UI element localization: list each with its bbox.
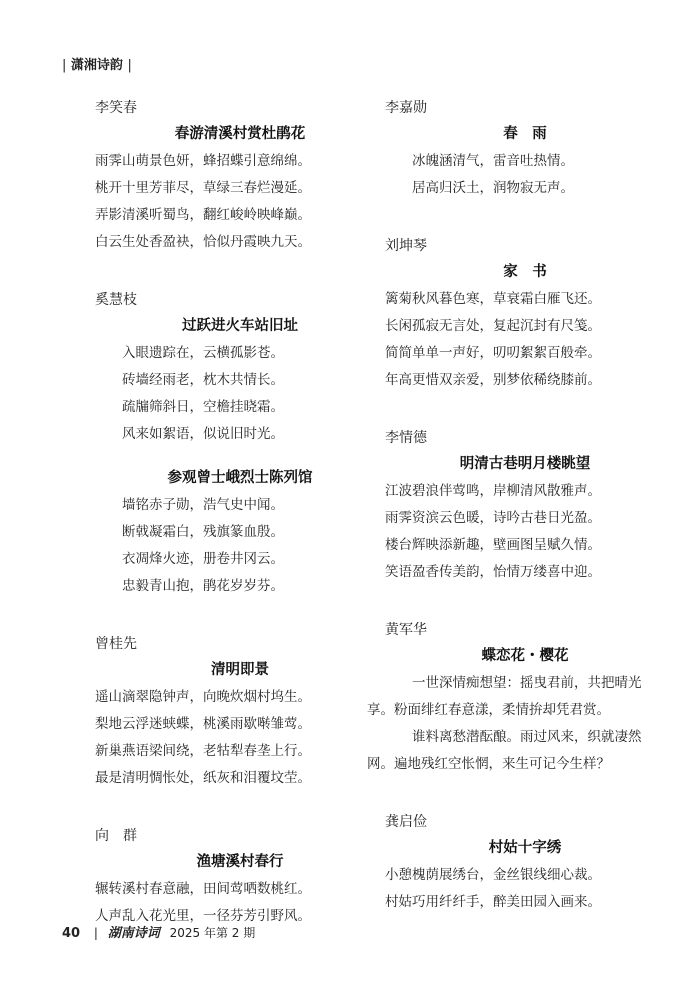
poem-line: 人声乱入花光里，一径芬芳引野风。 <box>95 908 311 924</box>
poem-line: 年高更惜双亲爱，别梦依稀绕膝前。 <box>385 372 601 388</box>
poem-line: 享。粉面绯红春意漾，柔情拚却凭君赏。 <box>367 702 610 718</box>
poet-name: 黄军华 <box>385 622 427 638</box>
poem-title: 参观曾士峨烈士陈列馆 <box>167 469 313 486</box>
poet-name: 曾桂先 <box>95 636 137 652</box>
poem-title: 村姑十字绣 <box>488 839 562 856</box>
poem-line: 断戟凝霜白，残旗篆血殷。 <box>122 524 284 540</box>
poet-name: 李情德 <box>385 430 427 446</box>
poet-name: 龚启俭 <box>385 814 427 830</box>
header-bar-right: | <box>127 58 132 73</box>
poem-line: 谁料离愁潜酝酿。雨过风来，织就凄然 <box>412 729 642 745</box>
poem-line: 白云生处香盈袂，恰似丹霞映九天。 <box>95 234 311 250</box>
poem-title: 明清古巷明月楼眺望 <box>459 455 591 472</box>
poem-line: 网。遍地残红空怅惘，来生可记今生样？ <box>367 756 610 772</box>
poet-name: 向 群 <box>95 828 137 844</box>
poem-line: 村姑巧用纤纤手，醉美田园入画来。 <box>385 894 601 910</box>
left-column <box>95 96 385 930</box>
issue-label: 2025 年第 2 期 <box>169 926 256 940</box>
poem-line: 衣凋烽火迹，册卷井冈云。 <box>122 551 284 567</box>
poem-line: 入眼遗踪在，云横孤影苍。 <box>122 345 284 361</box>
poem-title: 清明即景 <box>211 661 269 678</box>
poet-name: 奚慧枝 <box>95 292 137 308</box>
poem-line: 雨霁山萌景色妍，蜂招蝶引意绵绵。 <box>95 153 311 169</box>
poem-line: 简简单单一声好，叨叨絮絮百般牵。 <box>385 345 601 361</box>
poem-title: 家 书 <box>503 263 547 280</box>
header-bar-left: | <box>62 58 67 73</box>
poem-title: 过跃进火车站旧址 <box>182 317 298 334</box>
section-name: 潇湘诗韵 <box>70 58 123 73</box>
poem-title: 渔塘溪村春行 <box>196 853 284 870</box>
poem-line: 江波碧浪伴莺鸣，岸柳清风散雅声。 <box>385 483 601 499</box>
poem-line: 小憩槐荫展绣台，金丝银线细心裁。 <box>385 867 601 883</box>
poem-line: 笑语盈香传美韵，怡情万缕喜中迎。 <box>385 564 601 580</box>
section-header <box>62 54 132 73</box>
poem-line: 雨霁资滨云色暖，诗吟古巷日光盈。 <box>385 510 601 526</box>
poem-line: 梨地云浮迷蛱蝶，桃溪雨歇啭雏莺。 <box>95 716 311 732</box>
page-footer <box>62 922 255 941</box>
poem-title: 春游清溪村赏杜鹃花 <box>174 125 306 142</box>
poem-title: 春 雨 <box>503 125 547 142</box>
poem-line: 楼台辉映添新趣，壁画图呈赋久情。 <box>385 537 601 553</box>
poem-line: 砖墙经雨老，枕木共情长。 <box>122 372 284 388</box>
poem-line: 遥山滴翠隐钟声，向晚炊烟村坞生。 <box>95 689 311 705</box>
poem-line: 长闲孤寂无言处，复起沉封有尺笺。 <box>385 318 601 334</box>
poem-line: 桃开十里芳菲尽，草绿三春烂漫延。 <box>95 180 311 196</box>
poem-title: 蝶恋花・樱花 <box>481 647 569 664</box>
right-column <box>367 96 665 916</box>
page-number: 40 <box>62 926 81 941</box>
poem-line: 忠毅青山抱，鹃花岁岁芬。 <box>122 578 284 594</box>
poem-line: 弄影清溪听蜀鸟，翻红峻岭映峰巅。 <box>95 207 311 223</box>
poet-name: 李笑春 <box>95 100 137 116</box>
poem-line: 一世深情痴想望：摇曳君前，共把晴光 <box>412 675 642 691</box>
poem-line: 篱菊秋风暮色寒，草衰霜白雁飞还。 <box>385 291 601 307</box>
poem-line: 辗转溪村春意融，田间莺哂数桃红。 <box>95 881 311 897</box>
poem-line: 居高归沃土，润物寂无声。 <box>412 180 574 196</box>
poem-line: 冰魄涵清气，雷音吐热情。 <box>412 153 574 169</box>
poem-line: 墙铭赤子勋，浩气史中闻。 <box>122 497 284 513</box>
poem-line: 新巢燕语梁间绕，老牯犁春垄上行。 <box>95 743 311 759</box>
journal-logo: 湖南诗词 <box>107 926 160 941</box>
footer-bar: | <box>93 926 98 940</box>
poem-line: 风来如絮语，似说旧时光。 <box>122 426 284 442</box>
poem-line: 最是清明惆怅处，纸灰和泪覆坟茔。 <box>95 770 311 786</box>
poet-name: 刘坤琴 <box>385 238 427 254</box>
poem-line: 疏牖筛斜日，空檐挂晓霜。 <box>122 399 284 415</box>
ci-paragraph <box>367 670 665 778</box>
poet-name: 李嘉勋 <box>385 100 427 116</box>
